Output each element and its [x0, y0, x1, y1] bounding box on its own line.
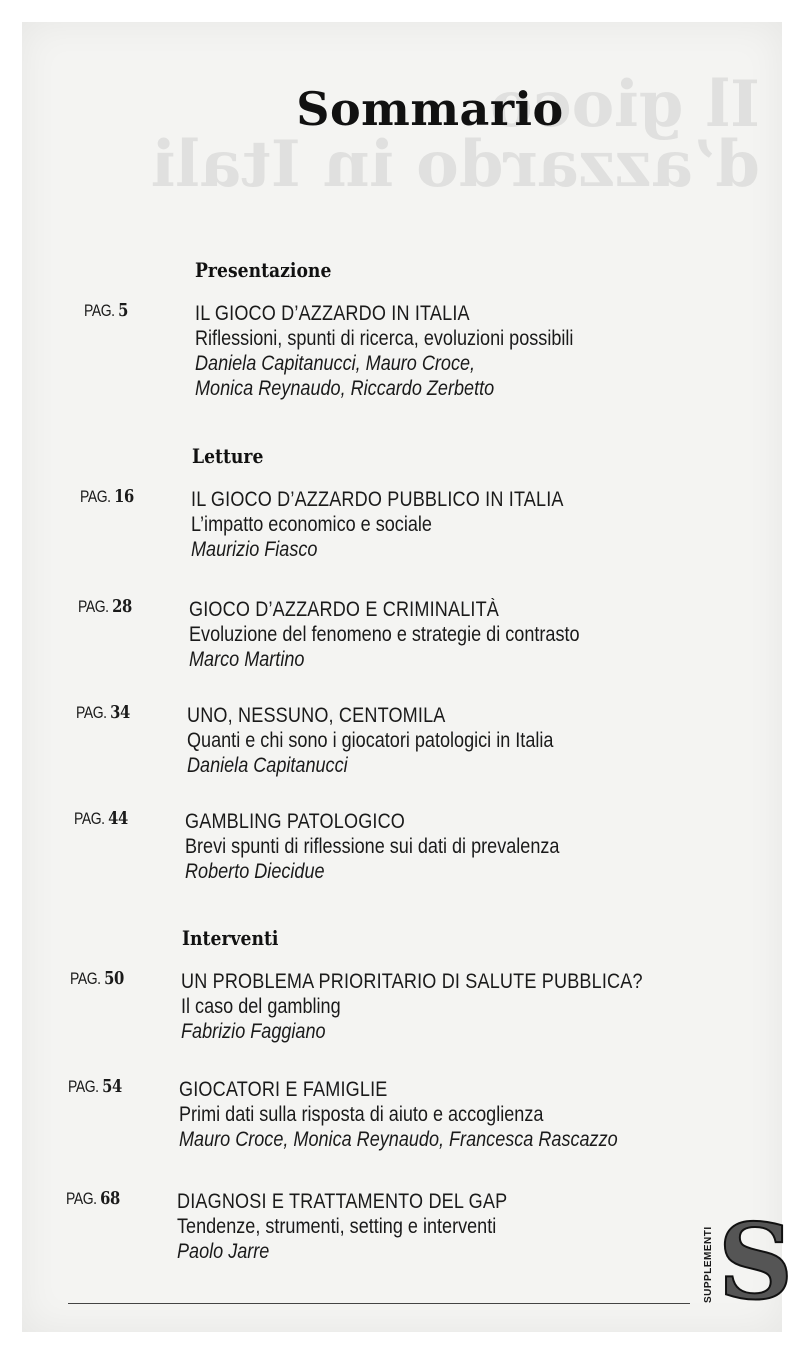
entry-title: GAMBLING PATOLOGICO: [185, 810, 406, 833]
entry-authors: Daniela Capitanucci: [187, 754, 348, 777]
entry-authors: Monica Reynaudo, Riccardo Zerbetto: [195, 377, 495, 400]
section-heading-presentazione: Presentazione: [195, 258, 332, 282]
entry-subtitle: Primi dati sulla risposta di aiuto e accoglienza: [179, 1103, 544, 1126]
entry-subtitle: Riflessioni, spunti di ricerca, evoluzioni possibili: [195, 327, 574, 350]
entry-authors: Fabrizio Faggiano: [181, 1020, 326, 1043]
entry-subtitle: Il caso del gambling: [181, 995, 341, 1018]
page-number: PAG. 5: [84, 300, 128, 321]
entry-subtitle: Brevi spunti di riflessione sui dati di prevalenza: [185, 835, 560, 858]
section-heading-interventi: Interventi: [182, 926, 279, 950]
entry-subtitle: Tendenze, strumenti, setting e interventi: [177, 1215, 497, 1238]
entry-subtitle: Evoluzione del fenomeno e strategie di contrasto: [189, 623, 580, 646]
entry-text: [195, 301, 573, 401]
entry-title: UNO, NESSUNO, CENTOMILA: [187, 704, 446, 727]
page-number: PAG. 34: [76, 702, 130, 723]
entry-text: [191, 487, 564, 562]
entry-text: [179, 1077, 618, 1152]
entry-title: GIOCO D’AZZARDO E CRIMINALITÀ: [189, 598, 500, 621]
entry-authors: Marco Martino: [189, 648, 305, 671]
entry-text: [187, 703, 553, 778]
entry-authors: Paolo Jarre: [177, 1240, 270, 1263]
entry-title: UN PROBLEMA PRIORITARIO DI SALUTE PUBBLICA?: [181, 970, 643, 993]
entry-title: DIAGNOSI E TRATTAMENTO DEL GAP: [177, 1190, 508, 1213]
page-number: PAG. 54: [68, 1076, 122, 1097]
page-number: PAG. 44: [74, 808, 128, 829]
page-number: PAG. 28: [78, 596, 132, 617]
entry-subtitle: Quanti e chi sono i giocatori patologici in Italia: [187, 729, 554, 752]
section-heading-letture: Letture: [192, 444, 264, 468]
page-number: PAG. 68: [66, 1188, 120, 1209]
entry-title: IL GIOCO D’AZZARDO PUBBLICO IN ITALIA: [191, 488, 564, 511]
page-title: Sommario: [296, 82, 564, 136]
entry-authors: Roberto Diecidue: [185, 860, 325, 883]
entry-authors: Maurizio Fiasco: [191, 538, 318, 561]
footer-rule: [68, 1303, 690, 1304]
page-number: PAG. 16: [80, 486, 134, 507]
entry-title: GIOCATORI E FAMIGLIE: [179, 1078, 388, 1101]
entry-text: [181, 969, 643, 1044]
entry-text: [189, 597, 580, 672]
entry-subtitle: L’impatto economico e sociale: [191, 513, 432, 536]
supplementi-label: SUPPLEMENTI: [703, 1226, 714, 1304]
entry-text: [185, 809, 559, 884]
entry-authors: Mauro Croce, Monica Reynaudo, Francesca Rascazzo: [179, 1128, 618, 1151]
supplementi-logo-icon: S: [718, 1200, 794, 1323]
entry-authors: Daniela Capitanucci, Mauro Croce,: [195, 352, 476, 375]
page-number: PAG. 50: [70, 968, 124, 989]
entry-text: [177, 1189, 507, 1264]
entry-title: IL GIOCO D’AZZARDO IN ITALIA: [195, 302, 470, 325]
